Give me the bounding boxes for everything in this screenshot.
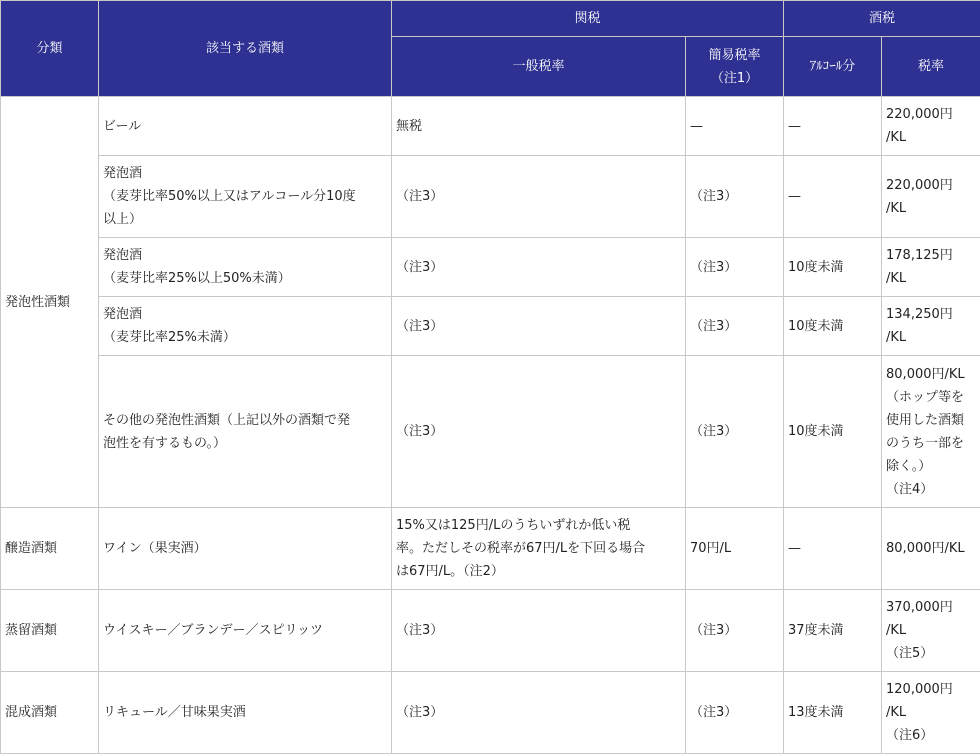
- liquor-type-cell: [99, 508, 392, 590]
- tax-rate-cell: [882, 356, 980, 508]
- liquor-type-cell: [99, 156, 392, 238]
- category-cell: 混成酒類: [1, 672, 99, 754]
- liquor-type-cell: [99, 590, 392, 672]
- tax-rate-line: /KL: [886, 701, 976, 724]
- liquor-type-line: （麦芽比率50%以上又はアルコール分10度: [103, 185, 387, 208]
- liquor-type-line: その他の発泡性酒類（上記以外の酒類で発: [103, 409, 387, 432]
- simple-rate-cell: （注3）: [686, 238, 784, 297]
- header-simple-rate-line2: （注1）: [687, 67, 782, 90]
- tax-rate-line: （注6）: [886, 724, 976, 747]
- liquor-type-cell: [99, 356, 392, 508]
- header-category: 分類: [1, 1, 99, 97]
- tax-rate-line: /KL: [886, 267, 976, 290]
- general-rate-cell: [392, 297, 686, 356]
- category-cell: 蒸留酒類: [1, 590, 99, 672]
- general-rate-line: は67円/L。（注2）: [396, 560, 681, 583]
- tax-rate-line: 80,000円/KL: [886, 537, 976, 560]
- category-cell: 発泡性酒類: [1, 97, 99, 508]
- liquor-type-cell: [99, 238, 392, 297]
- tax-rate-line: （注5）: [886, 642, 976, 665]
- tax-rate-line: /KL: [886, 619, 976, 642]
- tax-rate-line: /KL: [886, 126, 976, 149]
- general-rate-line: 率。ただしその税率が67円/Lを下回る場合: [396, 537, 681, 560]
- tax-rate-line: 134,250円: [886, 303, 976, 326]
- liquor-type-line: 発泡酒: [103, 303, 387, 326]
- header-liquor-tax: 酒税: [784, 1, 980, 37]
- liquor-type-line: （麦芽比率25%以上50%未満）: [103, 267, 387, 290]
- tax-rate-cell: [882, 156, 980, 238]
- tax-rate-line: /KL: [886, 197, 976, 220]
- tax-rate-line: 220,000円: [886, 174, 976, 197]
- header-general-rate: 一般税率: [392, 37, 686, 97]
- alcohol-cell: 10度未満: [784, 356, 882, 508]
- general-rate-cell: [392, 590, 686, 672]
- alcohol-cell: 10度未満: [784, 238, 882, 297]
- liquor-type-line: ワイン（果実酒）: [103, 537, 387, 560]
- simple-rate-cell: （注3）: [686, 590, 784, 672]
- table-row: [1, 238, 980, 297]
- general-rate-line: 15%又は125円/Lのうちいずれか低い税: [396, 514, 681, 537]
- tax-rate-cell: [882, 590, 980, 672]
- header-liquor-type: 該当する酒類: [99, 1, 392, 97]
- liquor-type-line: 発泡酒: [103, 162, 387, 185]
- liquor-type-line: （麦芽比率25%未満）: [103, 326, 387, 349]
- liquor-type-cell: [99, 672, 392, 754]
- general-rate-line: 無税: [396, 115, 681, 138]
- simple-rate-cell: 70円/L: [686, 508, 784, 590]
- table-row: [1, 356, 980, 508]
- table-row: [1, 297, 980, 356]
- general-rate-cell: [392, 97, 686, 156]
- tax-rate-line: 120,000円: [886, 678, 976, 701]
- general-rate-cell: [392, 508, 686, 590]
- general-rate-cell: [392, 672, 686, 754]
- liquor-type-line: リキュール／甘味果実酒: [103, 701, 387, 724]
- header-tax-rate: 税率: [882, 37, 980, 97]
- general-rate-line: （注3）: [396, 256, 681, 279]
- header-simple-rate-line1: 簡易税率: [687, 44, 782, 67]
- category-cell: 醸造酒類: [1, 508, 99, 590]
- liquor-type-line: 発泡酒: [103, 244, 387, 267]
- general-rate-line: （注3）: [396, 185, 681, 208]
- tax-rate-cell: [882, 508, 980, 590]
- alcohol-cell: —: [784, 97, 882, 156]
- alcohol-cell: —: [784, 508, 882, 590]
- table-row: [1, 590, 980, 672]
- liquor-type-cell: [99, 97, 392, 156]
- simple-rate-cell: （注3）: [686, 672, 784, 754]
- table-row: [1, 508, 980, 590]
- tax-rate-line: （ホップ等を: [886, 386, 976, 409]
- tax-rate-line: 178,125円: [886, 244, 976, 267]
- tax-rate-line: /KL: [886, 326, 976, 349]
- general-rate-line: （注3）: [396, 701, 681, 724]
- tax-rate-cell: [882, 97, 980, 156]
- liquor-type-line: 泡性を有するもの。）: [103, 432, 387, 455]
- simple-rate-cell: （注3）: [686, 356, 784, 508]
- simple-rate-cell: （注3）: [686, 297, 784, 356]
- general-rate-line: （注3）: [396, 619, 681, 642]
- tax-rate-cell: [882, 297, 980, 356]
- liquor-type-line: ビール: [103, 115, 387, 138]
- tax-rate-line: 使用した酒類: [886, 409, 976, 432]
- simple-rate-cell: （注3）: [686, 156, 784, 238]
- general-rate-cell: [392, 238, 686, 297]
- liquor-type-line: ウイスキー／ブランデー／スピリッツ: [103, 619, 387, 642]
- tax-rate-line: 除く。）: [886, 455, 976, 478]
- tax-rate-line: のうち一部を: [886, 432, 976, 455]
- simple-rate-cell: —: [686, 97, 784, 156]
- alcohol-cell: —: [784, 156, 882, 238]
- tax-rate-line: 370,000円: [886, 596, 976, 619]
- liquor-type-cell: [99, 297, 392, 356]
- header-simple-rate: [686, 37, 784, 97]
- header-customs-duty: 関税: [392, 1, 784, 37]
- tax-rate-line: 80,000円/KL: [886, 363, 976, 386]
- general-rate-line: （注3）: [396, 420, 681, 443]
- general-rate-line: （注3）: [396, 315, 681, 338]
- tax-rate-line: 220,000円: [886, 103, 976, 126]
- tax-rate-cell: [882, 238, 980, 297]
- liquor-type-line: 以上）: [103, 208, 387, 231]
- table-row: [1, 672, 980, 754]
- table-row: [1, 97, 980, 156]
- general-rate-cell: [392, 156, 686, 238]
- tax-rate-line: （注4）: [886, 478, 976, 501]
- general-rate-cell: [392, 356, 686, 508]
- alcohol-cell: 13度未満: [784, 672, 882, 754]
- tax-rate-cell: [882, 672, 980, 754]
- alcohol-cell: 37度未満: [784, 590, 882, 672]
- header-alcohol: ｱﾙｺｰﾙ分: [784, 37, 882, 97]
- alcohol-cell: 10度未満: [784, 297, 882, 356]
- table-row: [1, 156, 980, 238]
